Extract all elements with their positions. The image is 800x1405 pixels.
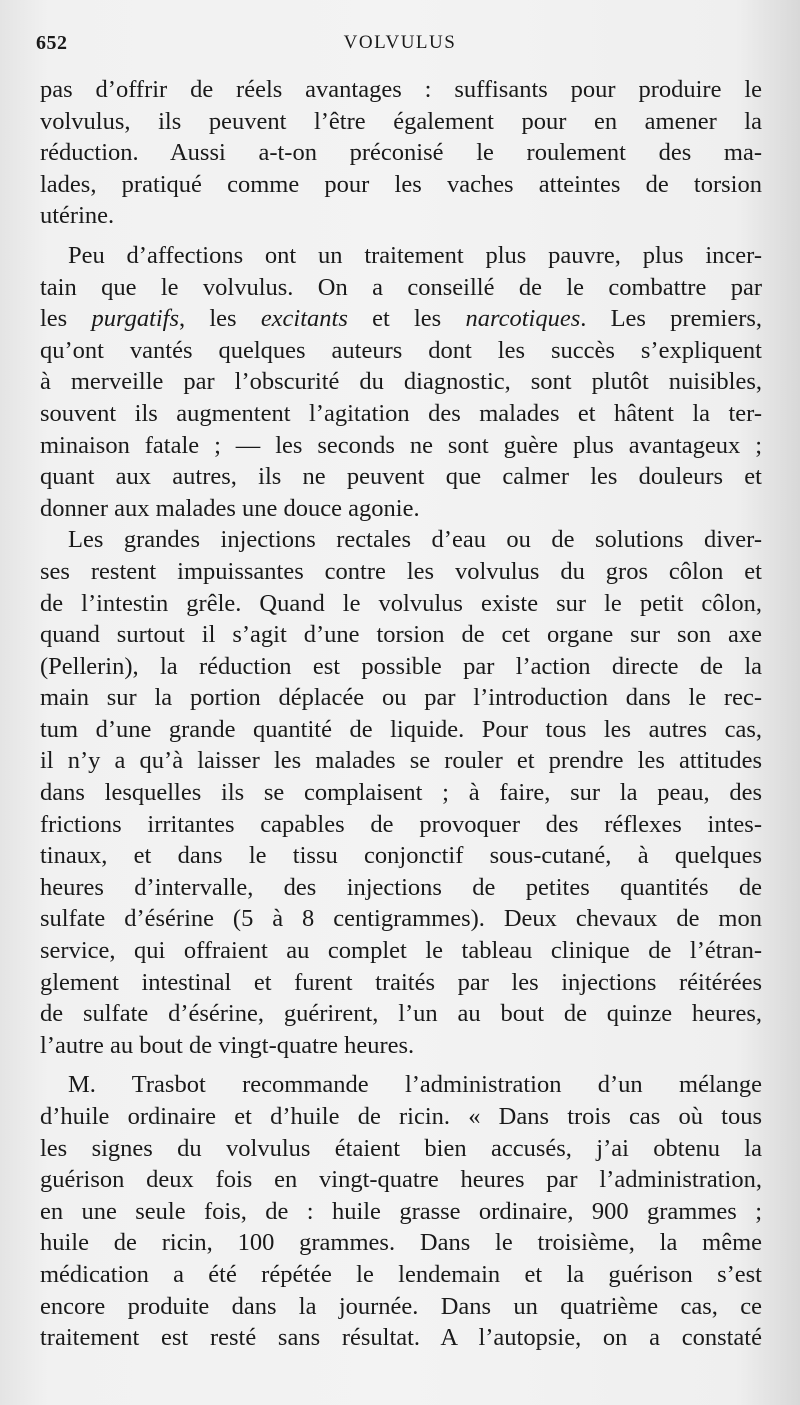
text-line: minaison fatale ; — les seconds ne sont guère plus avantageux ; [40,431,762,459]
text-line: sulfate d’ésérine (5 à 8 centigrammes). Deux chevaux de mon [40,905,762,933]
text-line: il n’y a qu’à laisser les malades se rouler et prendre les attitudes [40,747,762,775]
text-line: l’autre au bout de vingt-quatre heures. [40,1031,415,1059]
body-text [40,74,762,1354]
text-line: volvulus, ils peuvent l’être également pour en amener la [40,107,762,135]
paragraph-4 [40,1069,762,1353]
text-line: service, qui offraient au complet le tableau clinique de l’étran- [40,937,762,965]
text-line-with-italics [40,303,762,335]
paragraph-1 [40,74,762,232]
running-title: VOLVULUS [343,32,457,53]
text-line: de l’intestin grêle. Quand le volvulus existe sur le petit côlon, [40,589,762,617]
text-line: Les grandes injections rectales d’eau ou de solutions diver- [68,526,762,554]
italic-term-excitants: excitants [260,305,348,333]
italic-term-purgatifs: purgatifs [91,305,180,333]
text-line: (Pellerin), la réduction est possible par l’action directe de la [40,652,762,680]
text-line: frictions irritantes capables de provoquer des réflexes intes- [40,810,762,838]
text-line: traitement est resté sans résultat. A l’autopsie, on a constaté [40,1324,762,1352]
text-line: quand surtout il s’agit d’une torsion de cet organe sur son axe [40,621,762,649]
text-line: réduction. Aussi a-t-on préconisé le roulement des ma- [40,139,762,167]
text-line: tum d’une grande quantité de liquide. Pour tous les autres cas, [40,715,762,743]
text-line: main sur la portion déplacée ou par l’introduction dans le rec- [40,684,762,712]
paragraph-2 [40,240,762,524]
text-line: d’huile ordinaire et d’huile de ricin. « Dans trois cas où tous [40,1103,762,1130]
text-line: heures d’intervalle, des injections de petites quantités de [40,873,762,901]
text-line: qu’ont vantés quelques auteurs dont les succès s’expliquent [40,336,762,364]
text-line: en une seule fois, de : huile grasse ordinaire, 900 grammes ; [40,1197,762,1225]
text-line: glement intestinal et furent traités par les injections réitérées [40,968,762,996]
text-fragment: , les [179,305,261,333]
text-line: huile de ricin, 100 grammes. Dans le troisième, la même [40,1229,762,1257]
text-line: de sulfate d’ésérine, guérirent, l’un au bout de quinze heures, [40,1000,762,1028]
text-line: tain que le volvulus. On a conseillé de le combattre par [40,273,762,301]
text-line: quant aux autres, ils ne peuvent que calmer les douleurs et [40,463,762,491]
text-line: souvent ils augmentent l’agitation des malades et hâtent la ter- [40,399,762,427]
text-line: les signes du volvulus étaient bien accusés, j’ai obtenu la [40,1134,762,1162]
page-number: 652 [36,32,68,54]
paragraph-3 [40,524,762,1061]
text-fragment: . Les premiers, [580,305,763,333]
text-line: à merveille par l’obscurité du diagnostic, sont plutôt nuisibles, [40,368,762,396]
text-line: dans lesquelles ils se complaisent ; à faire, sur la peau, des [40,779,762,807]
text-line: tinaux, et dans le tissu conjonctif sous-cutané, à quelques [40,842,762,870]
text-line: M. Trasbot recommande l’administration d’un mélange [68,1071,762,1099]
text-fragment: les [40,305,92,333]
text-line: lades, pratiqué comme pour les vaches atteintes de torsion [40,170,762,198]
text-line: guérison deux fois en vingt-quatre heures par l’administration, [40,1166,762,1194]
text-line: encore produite dans la journée. Dans un quatrième cas, ce [40,1292,762,1320]
italic-term-narcotiques: narcotiques [465,305,581,333]
text-line: pas d’offrir de réels avantages : suffisants pour produire le [40,76,762,103]
text-line: médication a été répétée le lendemain et la guérison s’est [40,1260,762,1288]
text-line: ses restent impuissantes contre les volvulus du gros côlon et [40,557,762,585]
text-line: donner aux malades une douce agonie. [40,494,420,522]
text-fragment: et les [347,305,466,333]
page-header [0,28,800,62]
text-line: Peu d’affections ont un traitement plus pauvre, plus incer- [68,241,762,269]
text-line: utérine. [40,202,115,230]
